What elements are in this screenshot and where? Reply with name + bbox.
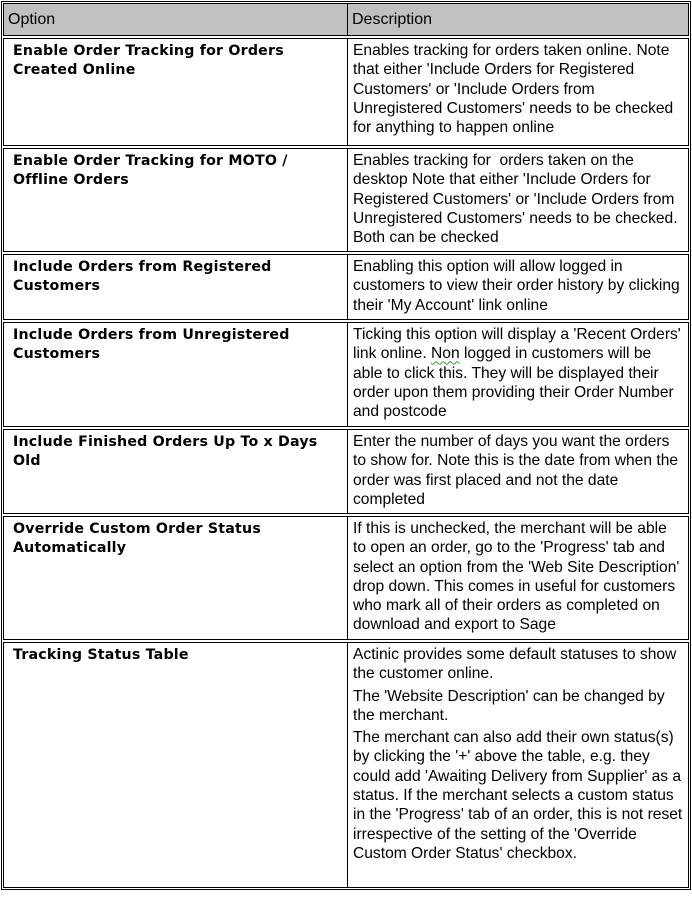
description-text-part: Ticking this option will display a 'Recent Orders' link online. xyxy=(353,326,686,363)
description-text: If this is unchecked, the merchant will be able to open an order, go to the 'Progress' tab and select an option from the 'Web Site Description' drop down. This comes in useful for customers who mark all of their orders as completed on download and export to Sage xyxy=(353,520,680,634)
table-header-row xyxy=(3,3,689,36)
header-option: Option xyxy=(3,3,348,36)
option-cell xyxy=(3,254,348,320)
option-cell xyxy=(3,429,348,514)
option-cell xyxy=(3,38,348,146)
description-paragraph: The merchant can also add their own status(s) by clicking the '+' above the table, e.g. they could add 'Awaiting Delivery from Supplier' as a status. If the merchant selects a custom status in the 'Progress' tab of an order, this is not reset irrespective of the setting of the 'Override Custom Order Status' checkbox. xyxy=(353,729,683,862)
option-name: Include Finished Orders Up To x Days Old xyxy=(13,434,318,469)
description-text-part: logged in customers will be able to click this. They will be displayed their order upon them providing their Order Number and postcode xyxy=(353,345,679,421)
option-name: Include Orders from Unregistered Customers xyxy=(13,327,290,362)
option-cell xyxy=(3,516,348,640)
table-row xyxy=(3,38,689,146)
description-text: Enables tracking for orders taken on the desktop Note that either 'Include Orders for Registered Customers' or 'Include Orders from Unregistered Customers' needs to be checked. Both can be checked xyxy=(353,152,682,247)
option-name: Include Orders from Registered Customers xyxy=(13,259,272,294)
option-name: Enable Order Tracking for MOTO / Offline Orders xyxy=(13,153,288,188)
description-paragraph: Actinic provides some default statuses to show the customer online. xyxy=(353,646,677,683)
spellcheck-flagged-word: Non xyxy=(431,345,460,363)
table-row xyxy=(3,322,689,427)
option-name: Tracking Status Table xyxy=(13,647,189,663)
description-cell xyxy=(348,516,689,640)
table-row xyxy=(3,642,689,888)
description-text: Enables tracking for orders taken online. Note that either 'Include Orders for Registered Customers' or 'Include Orders from Unregistered Customers' needs to be checked for anything to happen online xyxy=(353,42,674,137)
description-text: Enabling this option will allow logged in customers to view their order history by clicking their 'My Account' link online xyxy=(353,258,680,314)
description-cell xyxy=(348,322,689,427)
description-cell xyxy=(348,429,689,514)
description-paragraph: The 'Website Description' can be changed by the merchant. xyxy=(353,687,665,724)
table-row xyxy=(3,148,689,252)
options-table-frame xyxy=(1,1,691,890)
table-row xyxy=(3,516,689,640)
option-cell xyxy=(3,642,348,888)
option-name: Enable Order Tracking for Orders Created Online xyxy=(13,43,284,78)
description-cell xyxy=(348,642,689,888)
option-cell xyxy=(3,148,348,252)
table-row xyxy=(3,254,689,320)
description-cell xyxy=(348,254,689,320)
table-row xyxy=(3,429,689,514)
header-description: Description xyxy=(348,3,689,36)
description-cell xyxy=(348,38,689,146)
description-text: Enter the number of days you want the orders to show for. Note this is the date from when the order was first placed and not the date completed xyxy=(353,433,679,508)
options-table xyxy=(3,1,689,890)
option-cell xyxy=(3,322,348,427)
description-text xyxy=(353,325,684,421)
option-name: Override Custom Order Status Automatically xyxy=(13,521,261,556)
description-cell xyxy=(348,148,689,252)
